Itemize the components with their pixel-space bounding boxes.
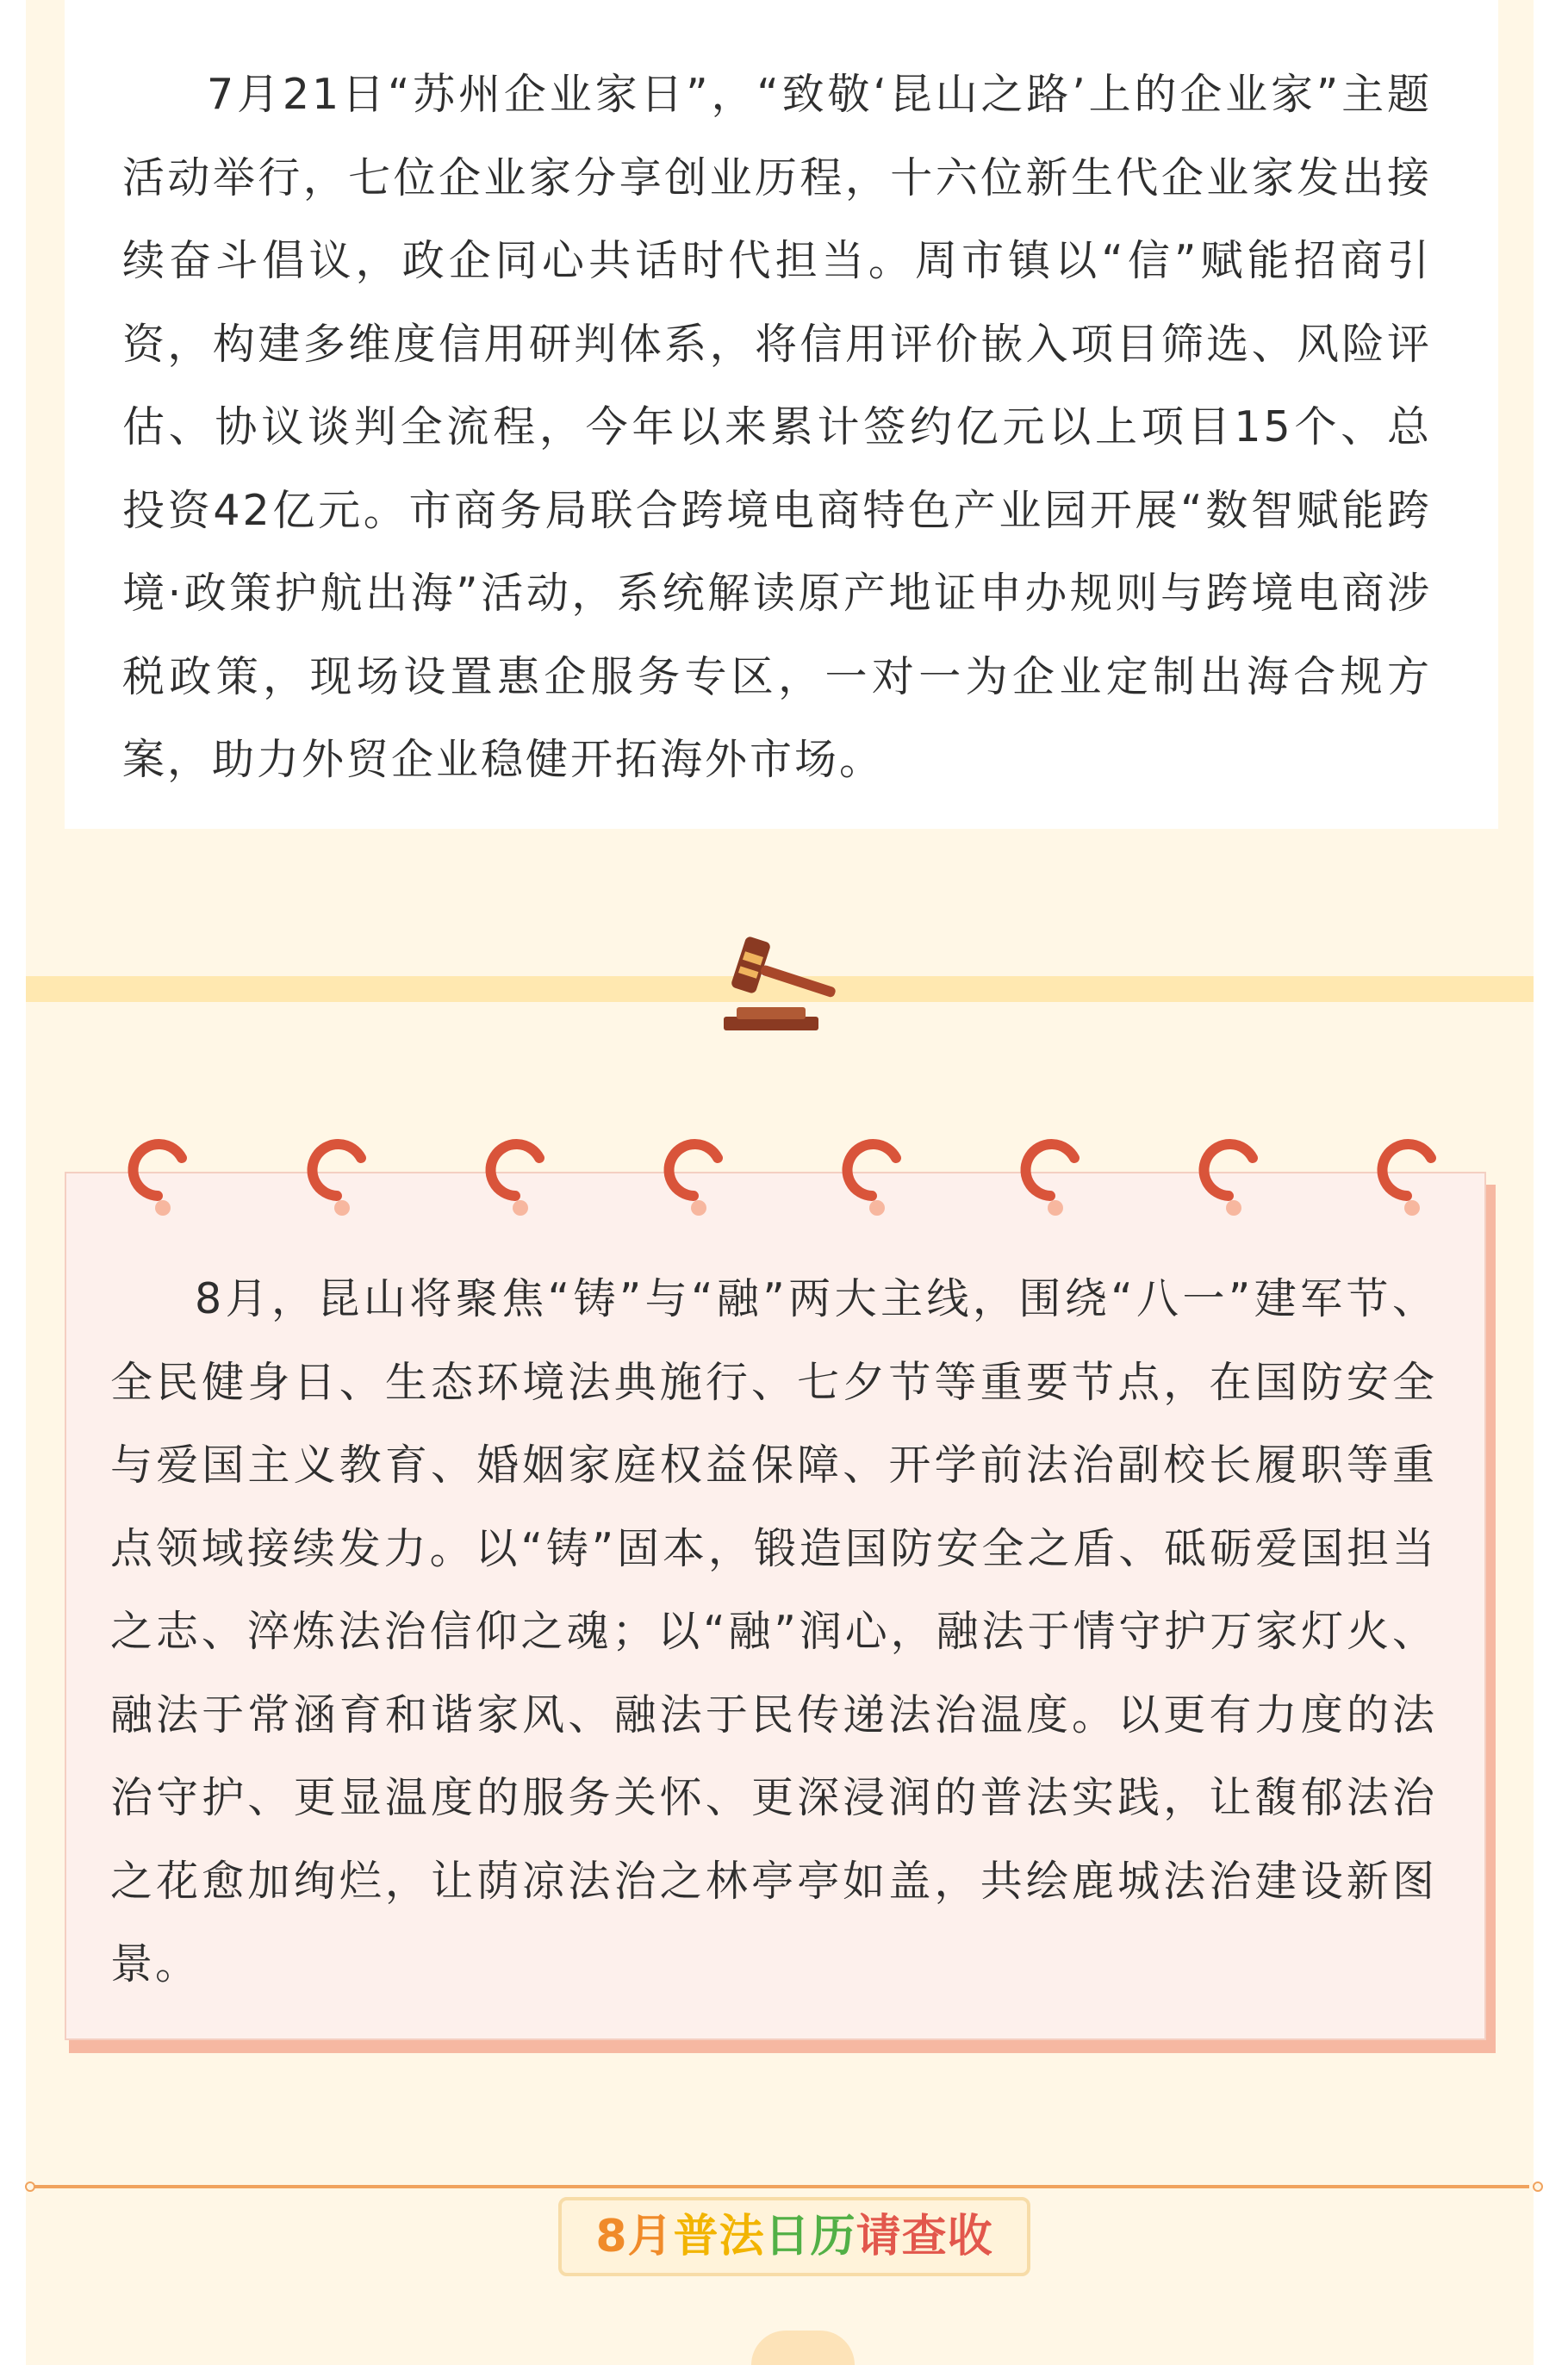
top-text-clip bbox=[0, 0, 1568, 784]
gavel-icon bbox=[711, 935, 840, 1034]
binder-ring-icon bbox=[837, 1129, 915, 1223]
binder-ring-icon bbox=[123, 1129, 201, 1223]
binder-ring-icon bbox=[1016, 1129, 1093, 1223]
calendar-title-rili: 日历 bbox=[764, 2211, 856, 2262]
calendar-title-check: 请查收 bbox=[856, 2211, 993, 2262]
calendar-title-badge bbox=[558, 2197, 1030, 2276]
august-plan-paragraph: 8月，昆山将聚焦“铸”与“融”两大主线，围绕“八一”建军节、全民健身日、生态环境法典施行、七夕节等重要节点，在国防安全与爱国主义教育、婚姻家庭权益保障、开学前法治副校长履职等重点领域接续发力。以“铸”固本，锻造国防安全之盾、砥砺爱国担当之志、淬炼法治信仰之魂；以“融”润心，融法于情守护万家灯火、融法于常涵育和谐家风、融法于民传递法治温度。以更有力度的法治守护、更显温度的服务关怀、更深浸润的普法实践，让馥郁法治之花愈加绚烂，让荫凉法治之林亭亭如盖，共绘鹿城法治建设新图景。 bbox=[110, 1274, 1437, 1988]
binder-ring-icon bbox=[659, 1129, 737, 1223]
binder-ring-icon bbox=[302, 1129, 380, 1223]
section-rule bbox=[30, 2185, 1529, 2188]
calendar-title-pufa: 普法 bbox=[673, 2211, 765, 2262]
binder-ring-icon bbox=[481, 1129, 558, 1223]
rule-end-dot bbox=[25, 2181, 35, 2192]
bottom-decoration bbox=[751, 2331, 855, 2365]
binder-ring-icon bbox=[1194, 1129, 1272, 1223]
calendar-title-month: 8月 bbox=[595, 2211, 674, 2262]
binder-ring-icon bbox=[1372, 1129, 1450, 1223]
rule-end-dot bbox=[1533, 2181, 1543, 2192]
business-news-paragraph: 7月21日“苏州企业家日”，“致敬‘昆山之路’上的企业家”主题活动举行，七位企业家分享创业历程，十六位新生代企业家发出接续奋斗倡议，政企同心共话时代担当。周市镇以“信”赋能招商引资，构建多维度信用研判体系，将信用评价嵌入项目筛选、风险评估、协议谈判全流程，今年以来累计签约亿元以上项目15个、总投资42亿元。市商务局联合跨境电商特色产业园开展“数智赋能跨境·政策护航出海”活动，系统解读原产地证申办规则与跨境电商涉税政策，现场设置惠企服务专区，一对一为企业定制出海合规方案，助力外贸企业稳健开拓海外市场。 bbox=[122, 70, 1432, 784]
